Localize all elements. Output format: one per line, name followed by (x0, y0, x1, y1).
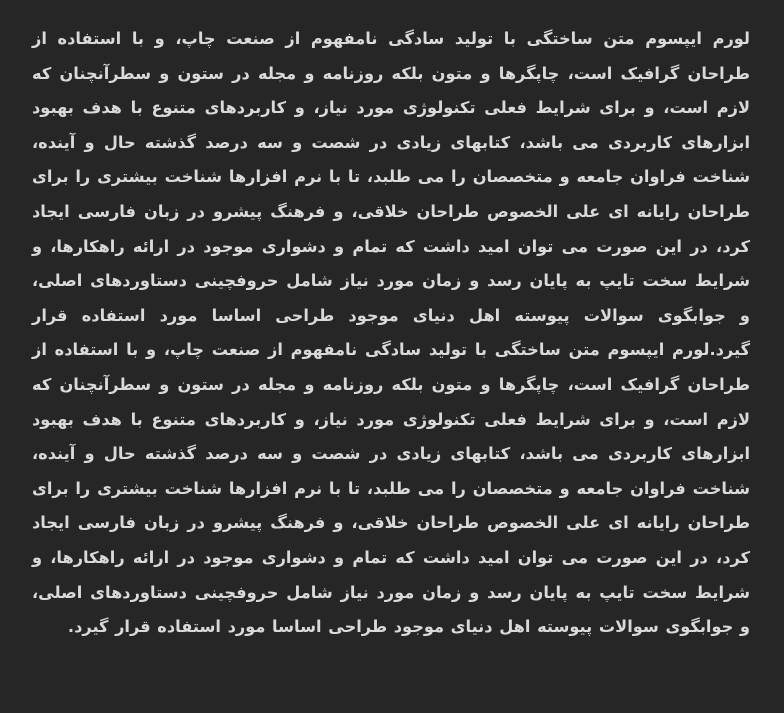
body-paragraph: لورم ایپسوم متن ساختگی با تولید سادگی نامفهوم از صنعت چاپ، و با استفاده از طراحان گرافیک است، چاپگرها و متون بلکه روزنامه و مجله در ستون و سطرآنچنان که لازم است، و برای شرایط فعلی تکنولوژی مورد نیاز، و کاربردهای متنوع با هدف بهبود ابزارهای کاربردی می باشد، کتابهای زیادی در شصت و سه درصد گذشته حال و آینده، شناخت فراوان جامعه و متخصصان را می طلبد، تا با نرم افزارها شناخت بیشتری را برای طراحان رایانه ای علی الخصوص طراحان خلاقی، و فرهنگ پیشرو در زبان فارسی ایجاد کرد، در این صورت می توان امید داشت که تمام و دشواری موجود در ارائه راهکارها، و شرایط سخت تایپ به پایان رسد و زمان مورد نیاز شامل حروفچینی دستاوردهای اصلی، و جوابگوی سوالات پیوسته اهل دنیای موجود طراحی اساسا مورد استفاده قرار گیرد.لورم ایپسوم متن ساختگی با تولید سادگی نامفهوم از صنعت چاپ، و با استفاده از طراحان گرافیک است، چاپگرها و متون بلکه روزنامه و مجله در ستون و سطرآنچنان که لازم است، و برای شرایط فعلی تکنولوژی مورد نیاز، و کاربردهای متنوع با هدف بهبود ابزارهای کاربردی می باشد، کتابهای زیادی در شصت و سه درصد گذشته حال و آینده، شناخت فراوان جامعه و متخصصان را می طلبد، تا با نرم افزارها شناخت بیشتری را برای طراحان رایانه ای علی الخصوص طراحان خلاقی، و فرهنگ پیشرو در زبان فارسی ایجاد کرد، در این صورت می توان امید داشت که تمام و دشواری موجود در ارائه راهکارها، و شرایط سخت تایپ به پایان رسد و زمان مورد نیاز شامل حروفچینی دستاوردهای اصلی، و جوابگوی سوالات پیوسته اهل دنیای موجود طراحی اساسا مورد استفاده قرار گیرد. (32, 29, 750, 637)
